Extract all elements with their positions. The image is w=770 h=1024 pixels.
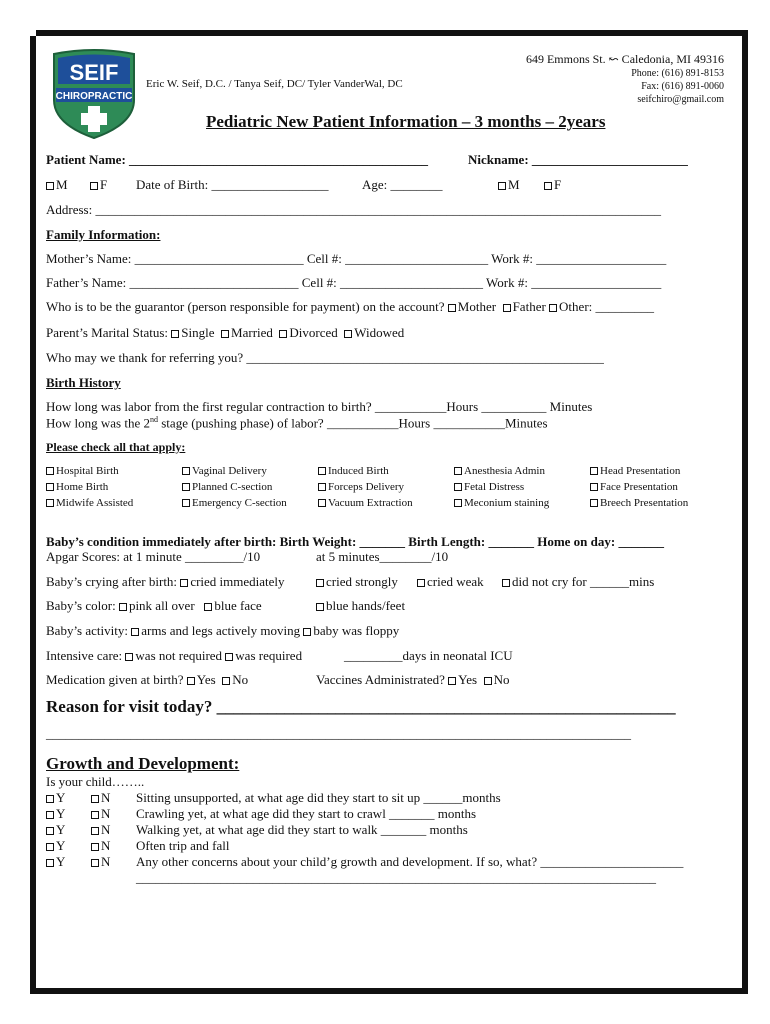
- checkbox-icon: [125, 653, 133, 661]
- checkbox-icon: [498, 182, 506, 190]
- checkbox-icon: [90, 182, 98, 190]
- icu-days-field[interactable]: _________days in neonatal ICU: [344, 648, 513, 663]
- marital-widowed-checkbox[interactable]: Widowed: [344, 325, 404, 340]
- checkbox-icon: [91, 795, 99, 803]
- clinic-phone: Phone: (616) 891-8153: [631, 68, 724, 79]
- checkbox-icon: [316, 603, 324, 611]
- birth-option-checkbox[interactable]: Face Presentation: [590, 481, 678, 493]
- checkbox-icon: [590, 499, 598, 507]
- page-border-bottom: [36, 988, 748, 994]
- marital-divorced-checkbox[interactable]: Divorced: [279, 325, 337, 340]
- reason-for-visit-field[interactable]: Reason for visit today? ______________________________________________________: [46, 697, 676, 716]
- birth-option-checkbox[interactable]: Induced Birth: [318, 465, 389, 477]
- clinic-fax: Fax: (616) 891-0060: [641, 81, 724, 92]
- dob-field[interactable]: Date of Birth: __________________: [136, 177, 329, 192]
- checkbox-icon: [344, 330, 352, 338]
- doctors-line: Eric W. Seif, D.C. / Tanya Seif, DC/ Tyler VanderWal, DC: [146, 78, 403, 90]
- guarantor-other-checkbox[interactable]: Other: _________: [549, 299, 654, 314]
- checkbox-icon: [590, 483, 598, 491]
- growth-no-checkbox[interactable]: N: [91, 806, 110, 822]
- birth-option-checkbox[interactable]: Head Presentation: [590, 465, 680, 477]
- checkbox-icon: [318, 499, 326, 507]
- baby-floppy-checkbox[interactable]: baby was floppy: [303, 623, 399, 638]
- growth-question: Sitting unsupported, at what age did they start to sit up ______months: [136, 790, 501, 805]
- vaccines-row: Vaccines Administrated? Yes No: [316, 672, 510, 687]
- checkbox-icon: [318, 467, 326, 475]
- labor-duration-field[interactable]: How long was labor from the first regular contraction to birth? ___________Hours __________ Minutes: [46, 399, 593, 414]
- checkbox-icon: [46, 843, 54, 851]
- blue-face-checkbox[interactable]: blue face: [204, 598, 261, 613]
- medication-row: Medication given at birth? Yes No: [46, 672, 249, 687]
- clinic-address: 649 Emmons St. ↜ Caledonia, MI 49316: [525, 52, 724, 66]
- sex-f-checkbox[interactable]: F: [90, 177, 107, 193]
- checkbox-icon: [119, 603, 127, 611]
- check-all-heading: Please check all that apply:: [46, 440, 186, 454]
- checkbox-icon: [187, 677, 195, 685]
- checkbox-icon: [46, 182, 54, 190]
- vaccines-no-checkbox[interactable]: No: [484, 672, 510, 687]
- growth-no-checkbox[interactable]: N: [91, 838, 110, 854]
- birth-option-checkbox[interactable]: Planned C-section: [182, 481, 272, 493]
- birth-option-checkbox[interactable]: Anesthesia Admin: [454, 465, 545, 477]
- patient-name-field[interactable]: [46, 152, 428, 168]
- checkbox-icon: [454, 483, 462, 491]
- checkbox-icon: [91, 859, 99, 867]
- checkbox-icon: [46, 859, 54, 867]
- checkbox-icon: [448, 677, 456, 685]
- checkbox-icon: [279, 330, 287, 338]
- checkbox-icon: [46, 811, 54, 819]
- birth-option-checkbox[interactable]: Home Birth: [46, 481, 108, 493]
- checkbox-icon: [225, 653, 233, 661]
- checkbox-icon: [454, 499, 462, 507]
- growth-no-checkbox[interactable]: N: [91, 822, 110, 838]
- age-field[interactable]: Age: ________: [362, 177, 443, 192]
- actively-moving-checkbox[interactable]: arms and legs actively moving: [131, 623, 300, 638]
- checkbox-icon: [91, 811, 99, 819]
- pink-all-over-checkbox[interactable]: pink all over: [119, 598, 195, 613]
- guarantor-label: Who is to be the guarantor (person responsible for payment) on the account?: [46, 299, 445, 314]
- checkbox-icon: [204, 603, 212, 611]
- growth-heading: Growth and Development:: [46, 754, 240, 773]
- birth-option-checkbox[interactable]: Vaginal Delivery: [182, 465, 267, 477]
- nickname-field[interactable]: Nickname: ________________________: [468, 152, 688, 167]
- checkbox-icon: [544, 182, 552, 190]
- birth-option-checkbox[interactable]: Fetal Distress: [454, 481, 524, 493]
- mother-info-field[interactable]: Mother’s Name: __________________________ Cell #: ______________________ Work #: ____________________: [46, 251, 667, 266]
- marital-married-checkbox[interactable]: Married: [221, 325, 273, 340]
- growth-intro: Is your child……..: [46, 774, 145, 789]
- checkbox-icon: [46, 795, 54, 803]
- did-not-cry-checkbox[interactable]: did not cry for ______mins: [502, 574, 654, 590]
- guarantor-father-checkbox[interactable]: Father: [503, 299, 546, 314]
- blue-hands-feet-checkbox[interactable]: blue hands/feet: [316, 598, 405, 614]
- color-row: Baby’s color: pink all over blue face: [46, 598, 262, 613]
- growth-no-checkbox[interactable]: N: [91, 790, 110, 806]
- svg-text:CHIROPRACTIC: CHIROPRACTIC: [55, 91, 133, 102]
- marital-single-checkbox[interactable]: Single: [171, 325, 214, 340]
- checkbox-icon: [222, 677, 230, 685]
- checkbox-icon: [590, 467, 598, 475]
- page-border-top: [36, 30, 748, 36]
- checkbox-icon: [46, 483, 54, 491]
- svg-text:SEIF: SEIF: [69, 60, 119, 85]
- checkbox-icon: [316, 579, 324, 587]
- checkbox-icon: [502, 579, 510, 587]
- birth-history-heading: Birth History: [46, 375, 121, 390]
- cried-immediately-checkbox[interactable]: cried immediately: [180, 574, 284, 589]
- checkbox-icon: [221, 330, 229, 338]
- growth-question: Walking yet, at what age did they start to walk _______ months: [136, 822, 468, 837]
- sex-m-checkbox[interactable]: M: [46, 177, 68, 193]
- checkbox-icon: [91, 843, 99, 851]
- growth-yes-checkbox[interactable]: Y: [46, 790, 65, 806]
- guarantor-row: [46, 299, 654, 315]
- sex-m2-checkbox[interactable]: M: [498, 177, 520, 193]
- form-title: Pediatric New Patient Information – 3 months – 2years: [206, 112, 606, 131]
- address-field[interactable]: Address: _______________________________________________________________________________________: [46, 202, 661, 217]
- referral-field[interactable]: Who may we thank for referring you? _______________________________________________________: [46, 350, 604, 365]
- growth-question: Any other concerns about your child’g growth and development. If so, what? ______________________: [136, 854, 684, 869]
- birth-option-checkbox[interactable]: Meconium staining: [454, 497, 549, 509]
- father-info-field[interactable]: Father’s Name: __________________________ Cell #: ______________________ Work #: ____________________: [46, 275, 662, 290]
- checkbox-icon: [182, 499, 190, 507]
- checkbox-icon: [46, 499, 54, 507]
- growth-yes-checkbox[interactable]: Y: [46, 822, 65, 838]
- checkbox-icon: [549, 304, 557, 312]
- birth-condition-line[interactable]: Baby’s condition immediately after birth: Birth Weight: _______ Birth Length: _______ Home on day: _______: [46, 534, 664, 549]
- checkbox-icon: [318, 483, 326, 491]
- marital-status-row: Parent’s Marital Status: Single Married Divorced Widowed: [46, 325, 405, 340]
- birth-option-checkbox[interactable]: Forceps Delivery: [318, 481, 404, 493]
- growth-no-checkbox[interactable]: N: [91, 854, 110, 870]
- reason-line-2[interactable]: __________________________________________________________________________________________: [46, 726, 631, 741]
- checkbox-icon: [182, 483, 190, 491]
- checkbox-icon: [180, 579, 188, 587]
- medication-no-checkbox[interactable]: No: [222, 672, 248, 687]
- guarantor-mother-checkbox[interactable]: Mother: [448, 299, 496, 314]
- vaccines-yes-checkbox[interactable]: Yes: [448, 672, 477, 687]
- icu-row: Intensive care: was not required was required: [46, 648, 303, 663]
- apgar-5min-field[interactable]: at 5 minutes________/10: [316, 549, 449, 564]
- checkbox-icon: [171, 330, 179, 338]
- growth-yes-checkbox[interactable]: Y: [46, 806, 65, 822]
- checkbox-icon: [303, 628, 311, 636]
- checkbox-icon: [46, 827, 54, 835]
- birth-option-checkbox[interactable]: Hospital Birth: [46, 465, 119, 477]
- checkbox-icon: [182, 467, 190, 475]
- growth-concerns-line-2[interactable]: ________________________________________________________________________________: [136, 870, 656, 885]
- patient-name-label: Patient Name: ______________________________________________: [46, 152, 429, 167]
- checkbox-icon: [417, 579, 425, 587]
- checkbox-icon: [91, 827, 99, 835]
- family-info-heading: Family Information:: [46, 227, 161, 242]
- page-border-left: [30, 36, 36, 994]
- checkbox-icon: [503, 304, 511, 312]
- page-border-right: [742, 30, 748, 988]
- activity-row: Baby’s activity: arms and legs actively moving baby was floppy: [46, 623, 400, 638]
- clinic-email: seifchiro@gmail.com: [637, 94, 724, 105]
- birth-option-checkbox[interactable]: Midwife Assisted: [46, 497, 133, 509]
- medication-yes-checkbox[interactable]: Yes: [187, 672, 216, 687]
- birth-option-checkbox[interactable]: Breech Presentation: [590, 497, 688, 509]
- sex-f2-checkbox[interactable]: F: [544, 177, 561, 193]
- birth-option-checkbox[interactable]: Vacuum Extraction: [318, 497, 413, 509]
- cried-weak-checkbox[interactable]: cried weak: [417, 574, 484, 590]
- growth-yes-checkbox[interactable]: Y: [46, 838, 65, 854]
- growth-question: Often trip and fall: [136, 838, 230, 853]
- checkbox-icon: [46, 467, 54, 475]
- seif-chiropractic-logo: [50, 48, 138, 140]
- checkbox-icon: [454, 467, 462, 475]
- growth-question: Crawling yet, at what age did they start to crawl _______ months: [136, 806, 477, 821]
- apgar-1min-field[interactable]: Apgar Scores: at 1 minute _________/10: [46, 549, 261, 564]
- growth-yes-checkbox[interactable]: Y: [46, 854, 65, 870]
- checkbox-icon: [484, 677, 492, 685]
- pushing-duration-field[interactable]: How long was the 2nd stage (pushing phase) of labor? ___________Hours ___________Minutes: [46, 415, 548, 431]
- checkbox-icon: [131, 628, 139, 636]
- birth-option-checkbox[interactable]: Emergency C-section: [182, 497, 287, 509]
- checkbox-icon: [448, 304, 456, 312]
- icu-required-checkbox[interactable]: was required: [225, 648, 302, 663]
- icu-not-required-checkbox[interactable]: was not required: [125, 648, 222, 663]
- crying-row: Baby’s crying after birth: cried immediately: [46, 574, 285, 589]
- cried-strongly-checkbox[interactable]: cried strongly: [316, 574, 398, 590]
